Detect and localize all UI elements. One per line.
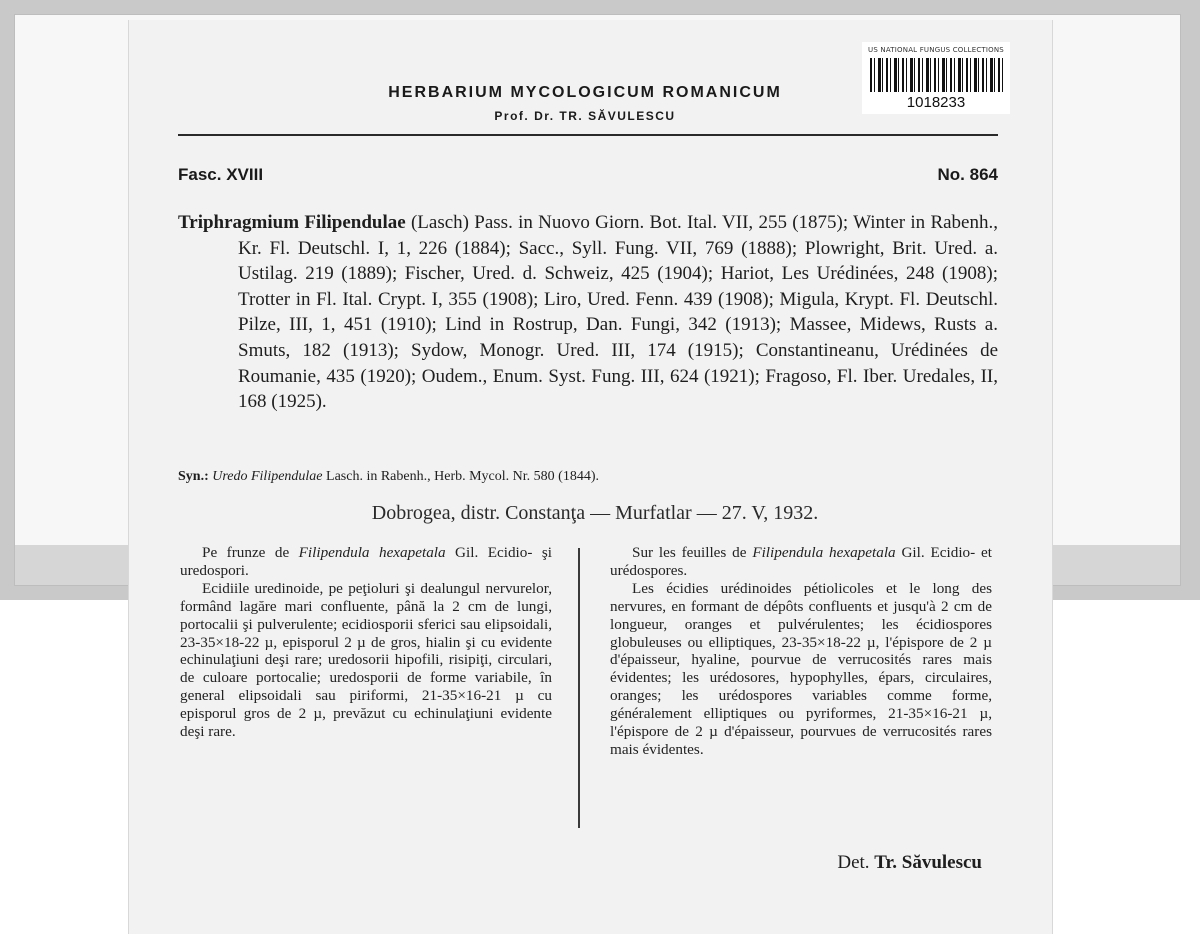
romanian-description: [180, 544, 552, 741]
taxon-name: Triphragmium Filipendulae: [178, 212, 406, 233]
synonym-line: [178, 469, 978, 485]
french-host-name: Filipendula hexapetala: [752, 544, 896, 561]
synonym-text: Lasch. in Rabenh., Herb. Mycol. Nr. 580 (1844).: [322, 469, 599, 484]
french-description: [610, 544, 992, 759]
french-intro-post: Gil. Ecidio- et urédospores.: [610, 544, 992, 579]
fascicle-number: Fasc. XVIII: [178, 165, 264, 184]
determiner-prefix: Det.: [837, 852, 875, 873]
romanian-intro: [180, 544, 552, 580]
label-subtitle: Prof. Dr. TR. SĂVULESCU: [494, 109, 676, 123]
determiner-line: [837, 852, 982, 874]
collection-locality: Dobrogea, distr. Constanţa — Murfatlar — 27. V, 1932.: [371, 502, 819, 524]
romanian-body: Ecidiile uredinoide, pe peţioluri şi dealungul nervurelor, formând lagăre mari confluente, până la 2 cm de lungi, portocalii şi pulverulente; ecidiosporii sferici sau elipsoidali, 23-35×18-22 µ, episporul 2 µ de gros, hialin şi cu evidente echinulaţiuni deşi rare; uredosorii hipofili, risipiţi, circulari, de culoare portocalie; uredosporii de forme variabile, în general elipsoidali sau piriformi, 21-35×16-21 µ cu episporul gros de 2 µ, prevăzut cu echinulaţiuni evidente deşi rare.: [180, 579, 552, 741]
romanian-intro-post: Gil. Ecidio- şi uredospori.: [180, 544, 552, 579]
synonym-name: Uredo Filipendulae: [212, 469, 323, 484]
french-intro-pre: Sur les feuilles de: [632, 544, 753, 561]
romanian-host-name: Filipendula hexapetala: [298, 544, 446, 561]
column-divider: [578, 548, 580, 828]
barcode-institution: US NATIONAL FUNGUS COLLECTIONS: [868, 46, 1004, 54]
citation-text: (Lasch) Pass. in Nuovo Giorn. Bot. Ital. VII, 255 (1875); Winter in Rabenh., Kr. Fl. Deutschl. I, 1, 226 (1884); Sacc., Syll. Fung. VII, 769 (1888); Plowright, Brit. Ured. a. Ustilag. 219 (1889); Fischer, Ured. d. Schweiz, 425 (1904); Hariot, Les Urédinées, 248 (1908); Trotter in Fl. Ital. Crypt. I, 355 (1908); Liro, Ured. Fenn. 439 (1908); Migula, Krypt. Fl. Deutschl. Pilze, III, 1, 451 (1910); Lind in Rostrup, Dan. Fungi, 342 (1913); Massee, Midews, Rusts a. Smuts, 182 (1913); Sydow, Monogr. Ured. III, 174 (1915); Constantineanu, Urédinées de Roumanie, 435 (1920); Oudem., Enum. Syst. Fung. III, 624 (1921); Fragoso, Fl. Iber. Uredales, II, 168 (1925).: [238, 212, 998, 413]
barcode-number: 1018233: [906, 94, 966, 111]
synonym-label: Syn.:: [178, 469, 209, 484]
barcode-label: [862, 42, 1010, 114]
header-rule: [178, 134, 998, 136]
taxon-citation: [178, 210, 998, 415]
french-intro: [610, 544, 992, 580]
determiner-name: Tr. Săvulescu: [874, 852, 982, 873]
french-body: Les écidies urédinoides pétiolicoles et le long des nervures, en formant de dépôts confluents et jusqu'à 2 cm de longueur, oranges et pulvérulentes; les écidiospores globuleuses ou elliptiques, 23-35×18-22 µ, l'épispore de 2 µ d'épaisseur, hyaline, pourvue de verrucosités rares mais évidentes; les urédosores, hypophylles, épars, circulaires, oranges; les urédospores variables comme forme, généralement elliptiques ou pyriformes, 21-35×16-21 µ, l'épispore de 2 µ d'épaisseur, pourvues de verrucosités rares mais évidentes.: [610, 579, 992, 758]
specimen-number: No. 864: [937, 165, 998, 184]
romanian-intro-pre: Pe frunze de: [202, 544, 299, 561]
label-title: HERBARIUM MYCOLOGICUM ROMANICUM: [388, 84, 782, 101]
